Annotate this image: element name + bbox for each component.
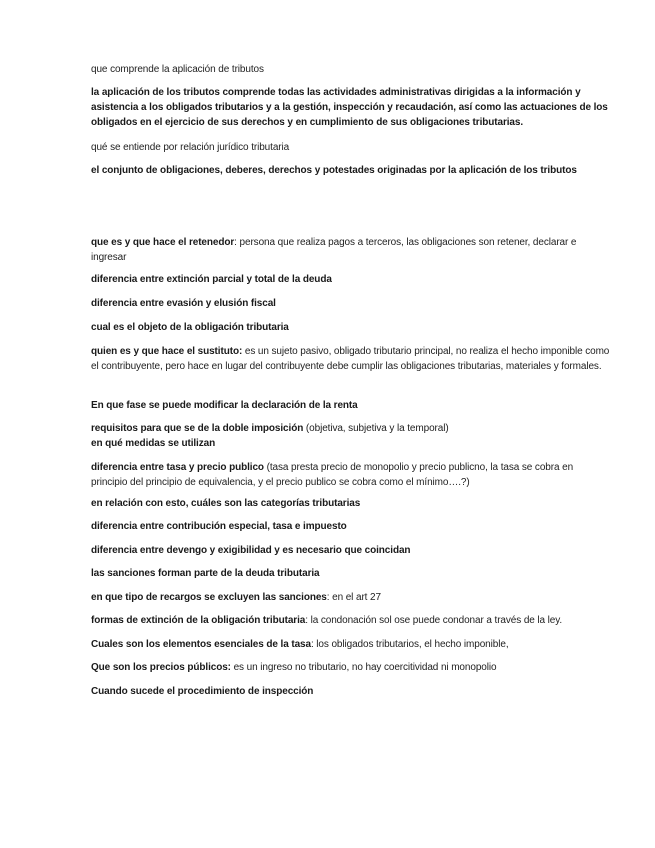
question-text: diferencia entre contribución especial, tasa e impuesto	[91, 521, 347, 532]
question-text: diferencia entre tasa y precio publico	[91, 462, 264, 473]
question-text: diferencia entre devengo y exigibilidad y es necesario que coincidan	[91, 545, 411, 556]
question-paragraph	[91, 460, 611, 490]
question-text: en relación con esto, cuáles son las categorías tributarias	[91, 498, 361, 509]
question-text: cual es el objeto de la obligación tributaria	[91, 322, 289, 333]
question-paragraph	[91, 62, 611, 77]
question-text: diferencia entre evasión y elusión fiscal	[91, 298, 276, 309]
question-paragraph	[91, 421, 611, 451]
question-paragraph	[91, 660, 611, 675]
answer-text: : en el art 27	[326, 592, 381, 603]
question-paragraph	[91, 566, 611, 581]
question-paragraph	[91, 235, 611, 265]
question-paragraph	[91, 543, 611, 558]
answer-paragraph	[91, 85, 616, 130]
question-text: Cuando sucede el procedimiento de inspección	[91, 686, 314, 697]
question-text: En que fase se puede modificar la declaración de la renta	[91, 400, 358, 411]
answer-text: la aplicación de los tributos comprende todas las actividades administrativas dirigidas a la información y asistencia a los obligados tributarios y a la gestión, inspección y recaudación, así como las actuaciones de los obligados en el ejercicio de sus derechos y en cumplimiento de sus obligaciones tributarias.	[91, 87, 608, 128]
question-paragraph	[91, 398, 611, 413]
question-paragraph	[91, 320, 611, 335]
answer-text: : persona que realiza pagos a terceros, las obligaciones son retener, declarar e ingresar	[91, 237, 577, 263]
question-paragraph	[91, 496, 611, 511]
answer-text: es un sujeto pasivo, obligado tributario principal, no realiza el hecho imponible como el contribuyente, pero hace en lugar del contribuyente debe cumplir las obligaciones tributarias, materiales y formales.	[91, 346, 610, 372]
answer-text: es un ingreso no tributario, no hay coercitividad ni monopolio	[233, 662, 497, 673]
question-text: qué se entiende por relación jurídico tributaria	[91, 142, 290, 153]
answer-text: : los obligados tributarios, el hecho imponible,	[310, 639, 509, 650]
question-paragraph	[91, 637, 611, 652]
question-text: diferencia entre extinción parcial y total de la deuda	[91, 274, 332, 285]
answer-text: : la condonación sol ose puede condonar a través de la ley.	[305, 615, 563, 626]
question-text: en que tipo de recargos se excluyen las sanciones	[91, 592, 327, 603]
answer-text: (tasa presta precio de monopolio y precio publicno, la tasa se cobra en principio del principio de equivalencia, y el precio publico se cobra como el mínimo….?)	[91, 462, 574, 488]
question-paragraph	[91, 613, 621, 628]
question-text: requisitos para que se de la doble imposición	[91, 423, 304, 434]
question-text: que es y que hace el retenedor	[91, 237, 235, 248]
question-text: las sanciones forman parte de la deuda tributaria	[91, 568, 320, 579]
question-text: formas de extinción de la obligación tributaria	[91, 615, 306, 626]
question-paragraph	[91, 344, 611, 374]
question-paragraph	[91, 590, 611, 605]
question-text: en qué medidas se utilizan	[91, 438, 216, 449]
question-text: Que son los precios públicos:	[91, 662, 234, 673]
answer-text: (objetiva, subjetiva y la temporal)	[303, 423, 449, 434]
question-paragraph	[91, 684, 611, 699]
question-paragraph	[91, 140, 611, 155]
question-paragraph	[91, 272, 611, 287]
question-text: que comprende la aplicación de tributos	[91, 64, 264, 75]
question-text: Cuales son los elementos esenciales de la tasa	[91, 639, 311, 650]
question-text: quien es y que hace el sustituto:	[91, 346, 245, 357]
question-paragraph	[91, 296, 611, 311]
question-paragraph	[91, 519, 611, 534]
answer-text: el conjunto de obligaciones, deberes, derechos y potestades originadas por la aplicación de los tributos	[91, 165, 577, 176]
answer-paragraph	[91, 163, 621, 178]
